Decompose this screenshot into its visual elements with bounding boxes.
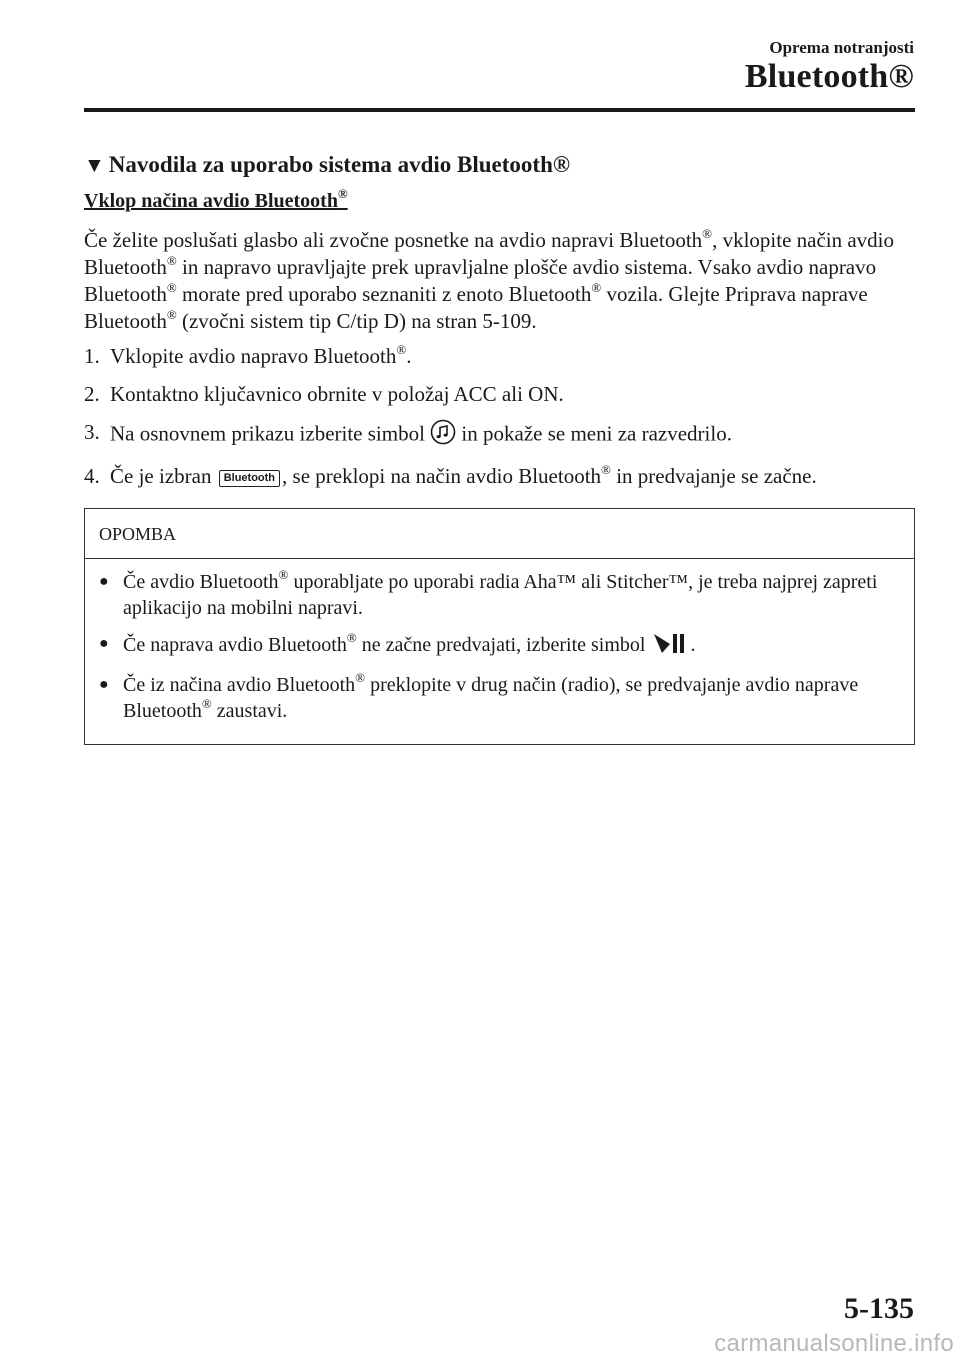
note-text-b: preklopite v drug način (radio), se predvajanje avdio naprave Bluetooth xyxy=(123,674,859,722)
step-text xyxy=(110,463,817,490)
note-heading: OPOMBA xyxy=(85,509,914,559)
reg-mark: ® xyxy=(278,567,289,583)
intro-p1: Če želite poslušati glasbo ali zvočne posnetke na avdio napravi Bluetooth xyxy=(84,228,703,252)
note-text-c: . xyxy=(690,634,696,657)
reg-mark: ® xyxy=(396,342,407,357)
note-text-b: uporabljate po uporabi radia Aha™ ali Stitcher™, je treba najprej zapreti aplikacijo na mobilni napravi. xyxy=(123,571,878,619)
note-item xyxy=(99,569,900,621)
intro-p5: vozila. Glejte Priprava naprave Bluetooth xyxy=(84,282,868,333)
reg-mark: ® xyxy=(201,696,212,712)
reg-mark: ® xyxy=(601,462,611,477)
header-rule xyxy=(84,108,915,112)
intro-p6: (zvočni sistem tip C/tip D) na stran 5-109. xyxy=(176,309,537,333)
reg-mark: ® xyxy=(702,226,713,241)
reg-mark: ® xyxy=(166,307,177,322)
section-subtitle xyxy=(84,188,915,215)
step-text-a: Vklopite avdio napravo Bluetooth xyxy=(110,344,397,368)
reg-mark: ® xyxy=(166,253,177,268)
reg-mark: ® xyxy=(346,630,357,646)
bullet-icon: ● xyxy=(99,573,109,590)
step-number: 3. xyxy=(84,420,100,444)
note-body xyxy=(85,559,914,744)
reg-mark: ® xyxy=(166,280,177,295)
step-number: 2. xyxy=(84,382,100,406)
note-text xyxy=(123,631,695,662)
note-text xyxy=(123,672,900,724)
step-text-b: in pokaže se meni za razvedrilo. xyxy=(456,421,732,446)
step-text xyxy=(110,419,732,452)
step-item xyxy=(84,381,915,408)
bullet-icon: ● xyxy=(99,635,109,652)
section-title-text: Navodila za uporabo sistema avdio Bluetooth® xyxy=(108,152,571,177)
step-number: 4. xyxy=(84,464,100,488)
steps-list xyxy=(84,343,915,490)
step-number: 1. xyxy=(84,344,100,368)
step-text xyxy=(110,343,412,370)
reg-mark: ® xyxy=(355,670,366,686)
note-item xyxy=(99,631,900,662)
step-text: Kontaktno ključavnico obrnite v položaj ACC ali ON. xyxy=(110,382,564,406)
reg-mark: ® xyxy=(337,186,348,202)
step-item xyxy=(84,343,915,370)
main-content xyxy=(84,150,915,501)
step-text-b: . xyxy=(406,344,412,368)
note-text-a: Če naprava avdio Bluetooth xyxy=(123,634,347,657)
note-text-a: Če avdio Bluetooth xyxy=(123,571,279,593)
intro-p2: , vklopite način avdio Bluetooth xyxy=(84,228,895,279)
step-text-b: , se preklopi na način avdio Bluetooth xyxy=(282,464,602,488)
note-text xyxy=(123,569,900,621)
header-section-label: Oprema notranjosti xyxy=(769,38,914,57)
step-text-a: Na osnovnem prikazu izberite simbol xyxy=(110,421,431,446)
section-title xyxy=(84,150,915,180)
step-text-a: Če je izbran xyxy=(110,464,217,488)
play-pause-icon xyxy=(650,631,690,662)
intro-p4: morate pred uporabo seznaniti z enoto Bluetooth xyxy=(176,282,592,306)
step-text-c: in predvajanje se začne. xyxy=(610,464,817,488)
watermark-text: carmanualsonline.info xyxy=(714,1330,954,1357)
note-text-a: Če iz načina avdio Bluetooth xyxy=(123,674,356,696)
intro-paragraph xyxy=(84,227,915,335)
note-text-b: ne začne predvajati, izberite simbol xyxy=(356,634,651,657)
bluetooth-button-label: Bluetooth xyxy=(219,470,280,487)
note-text-c: zaustavi. xyxy=(211,700,288,722)
intro-p3: in napravo upravljajte prek upravljalne plošče avdio sistema. Vsako avdio napravo Bluetooth xyxy=(84,255,877,306)
note-item xyxy=(99,672,900,724)
reg-mark: ® xyxy=(591,280,602,295)
music-note-icon xyxy=(430,419,456,452)
step-item xyxy=(84,419,915,452)
header-title: Bluetooth® xyxy=(744,58,914,95)
step-item xyxy=(84,463,915,490)
triangle-down-icon: ▼ xyxy=(84,153,105,177)
bullet-icon: ● xyxy=(99,676,109,693)
note-box xyxy=(84,508,915,745)
subtitle-text: Vklop načina avdio Bluetooth xyxy=(84,190,338,212)
page-number: 5-135 xyxy=(844,1292,914,1325)
